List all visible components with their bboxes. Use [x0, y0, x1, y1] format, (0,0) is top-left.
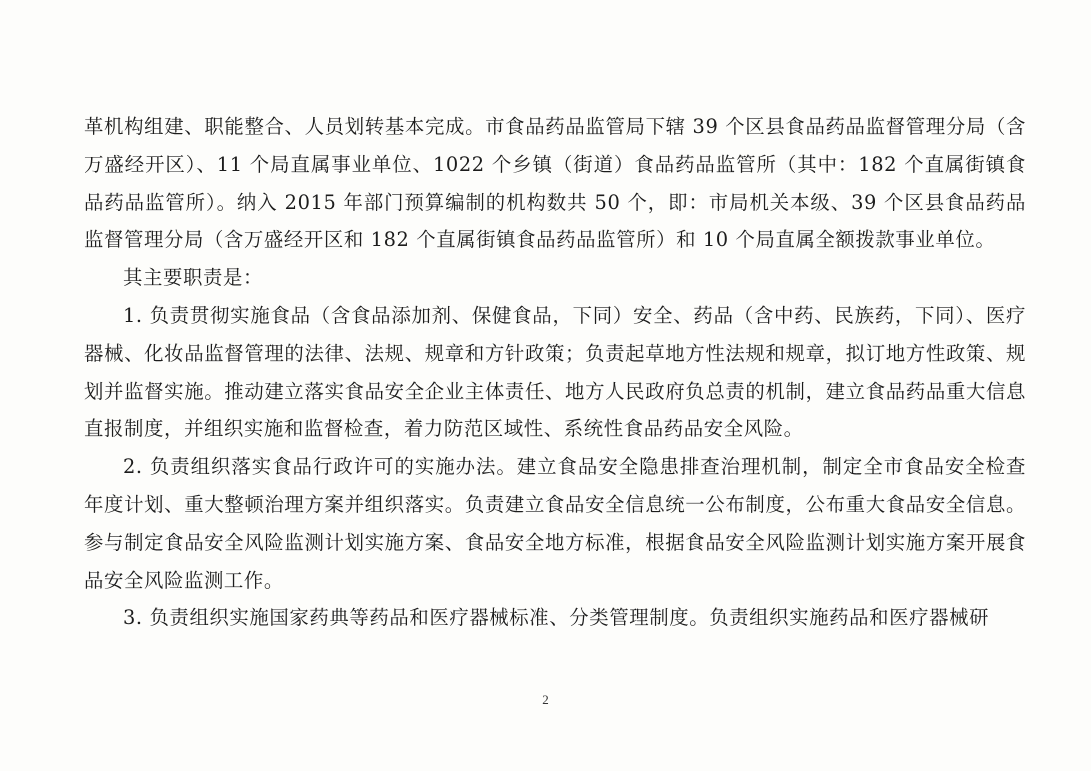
page-number: 2 [542, 692, 549, 707]
paragraph-duty-3: 3. 负责组织实施国家药典等药品和医疗器械标准、分类管理制度。负责组织实施药品和医疗器械研 [123, 606, 990, 630]
paragraph-duty-2: 2. 负责组织落实食品行政许可的实施办法。建立食品安全隐患排查治理机制，制定全市食品安全检查年度计划、重大整顿治理方案并组织落实。负责建立食品安全信息统一公布制度，公布重大食品安全信息。参与制定食品安全风险监测计划实施方案、食品安全地方标准，根据食品安全风险监测计划实施方案开展食品安全风险监测工作。 [84, 455, 1026, 592]
body-text [84, 108, 1026, 637]
paragraph-duty-1: 1. 负责贯彻实施食品（含食品添加剂、保健食品，下同）安全、药品（含中药、民族药，下同）、医疗器械、化妆品监督管理的法律、法规、规章和方针政策；负责起草地方性法规和规章，拟订地方性政策、规划并监督实施。推动建立落实食品安全企业主体责任、地方人民政府负总责的机制，建立食品药品重大信息直报制度，并组织实施和监督检查，着力防范区域性、系统性食品药品安全风险。 [84, 303, 1026, 441]
paragraph-continuation: 革机构组建、职能整合、人员划转基本完成。市食品药品监管局下辖 39 个区县食品药品监督管理分局（含万盛经开区）、11 个局直属事业单位、1022 个乡镇（街道）食品药品监管所（其中：182 个直属街镇食品药品监管所）。纳入 2015 年部门预算编制的机构数共 50 个，即：市局机关本级、39 个区县食品药品监督管理分局（含万盛经开区和 182 个直属街镇食品药品监管所）和 10 个局直属全额拨款事业单位。 [84, 115, 1026, 252]
paragraph-duties-intro: 其主要职责是： [123, 266, 263, 290]
